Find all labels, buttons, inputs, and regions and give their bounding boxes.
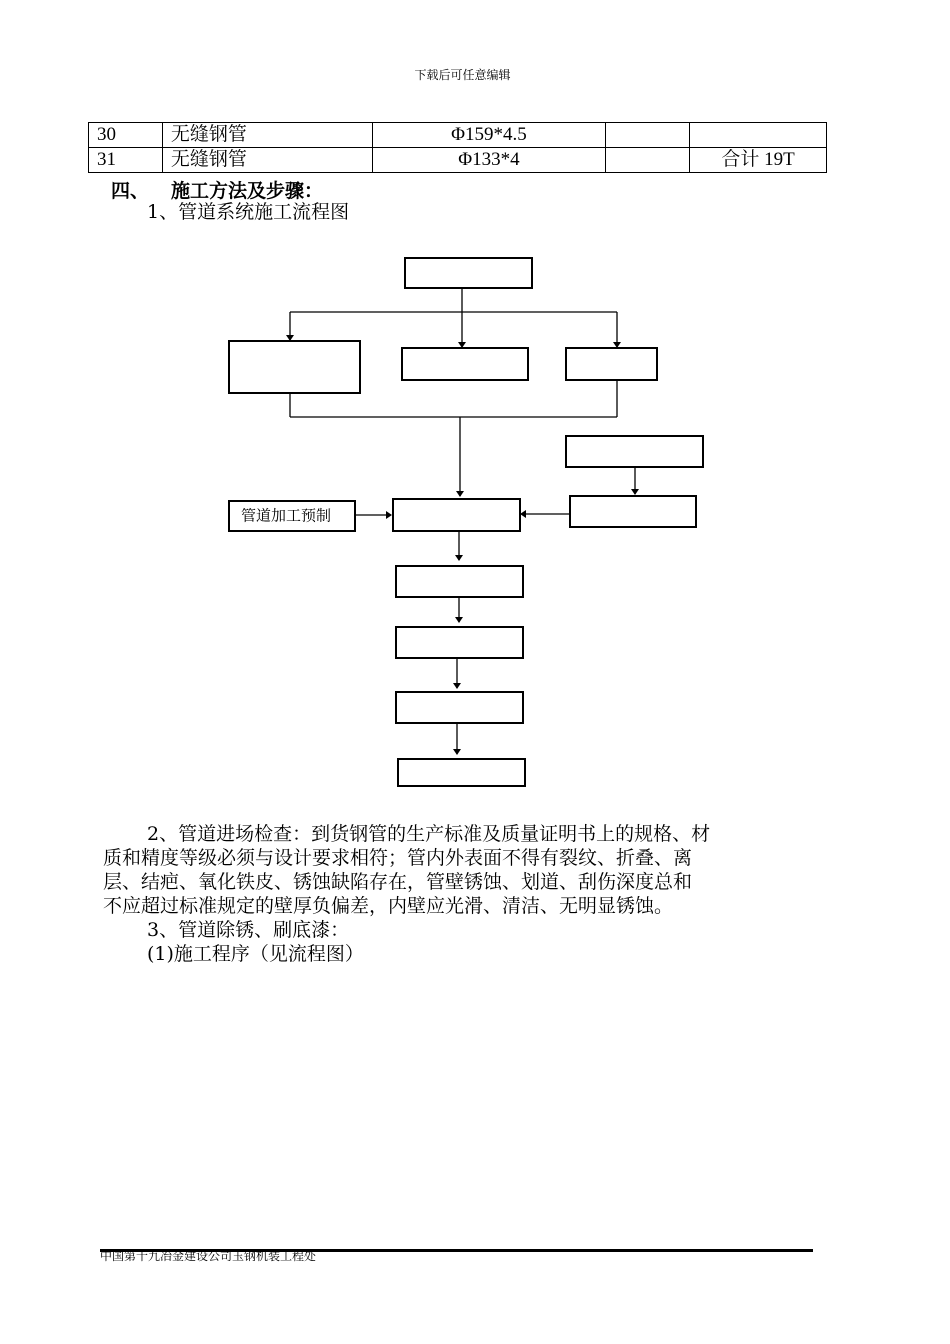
flow-box-right (566, 348, 657, 380)
cell-spec: Φ133*4 (372, 148, 606, 173)
table-row (89, 148, 827, 173)
section-heading (111, 176, 323, 203)
section-title: 施工方法及步骤： (171, 180, 324, 202)
flow-box-step-4 (398, 759, 525, 786)
cell-empty (606, 123, 690, 148)
section-number: 四、 (111, 180, 150, 202)
item-2-line: 质和精度等级必须与设计要求相符；管内外表面不得有裂纹、折叠、离 (103, 847, 693, 869)
arrow-head (453, 749, 461, 755)
arrow-head (453, 683, 461, 689)
flow-box-middle (402, 348, 528, 380)
arrow-head (386, 511, 392, 519)
item-2-line: 不应超过标准规定的壁厚负偏差，内壁应光滑、清洁、无明显锈蚀。 (103, 895, 674, 917)
cell-name: 无缝钢管 (162, 148, 372, 173)
item-3-title: 3、管道除锈、刷底漆： (147, 919, 350, 941)
cell-empty (606, 148, 690, 173)
cell-total (690, 123, 827, 148)
cell-name: 无缝钢管 (162, 123, 372, 148)
pipe-construction-flowchart (220, 240, 720, 800)
header-note: 下载后可任意编辑 (414, 68, 511, 82)
item-3-subtitle: (1)施工程序（见流程图） (147, 943, 364, 965)
arrow-head (456, 491, 464, 497)
item-1-title: 1、管道系统施工流程图 (147, 201, 350, 223)
cell-total: 合计 19T (690, 148, 827, 173)
flow-box-step-1 (396, 566, 523, 597)
arrow-head (455, 617, 463, 623)
flow-box-pipe-prefab-label: 管道加工预制 (241, 506, 332, 525)
flow-box-right-lower (570, 496, 696, 527)
item-2-paragraph (103, 822, 710, 966)
cell-spec: Φ159*4.5 (372, 123, 606, 148)
flow-box-left (229, 341, 360, 393)
arrow-head (631, 489, 639, 495)
flow-box-center (393, 499, 520, 531)
item-2-line: 层、结疤、氧化铁皮、锈蚀缺陷存在，管壁锈蚀、划道、刮伤深度总和 (103, 871, 693, 893)
footer-text: 中国第十九冶金建设公司玉钢机装工程处 (100, 1249, 317, 1263)
item-2-line: 2、管道进场检查：到货钢管的生产标准及质量证明书上的规格、材 (147, 823, 711, 845)
footer-rule (100, 1249, 813, 1252)
arrow-head (455, 555, 463, 561)
materials-table (88, 122, 827, 173)
flow-box-right-upper (566, 436, 703, 467)
cell-no: 31 (89, 148, 163, 173)
table-row (89, 123, 827, 148)
cell-no: 30 (89, 123, 163, 148)
flow-box-top (405, 258, 532, 288)
flow-box-step-2 (396, 627, 523, 658)
flow-box-step-3 (396, 692, 523, 723)
